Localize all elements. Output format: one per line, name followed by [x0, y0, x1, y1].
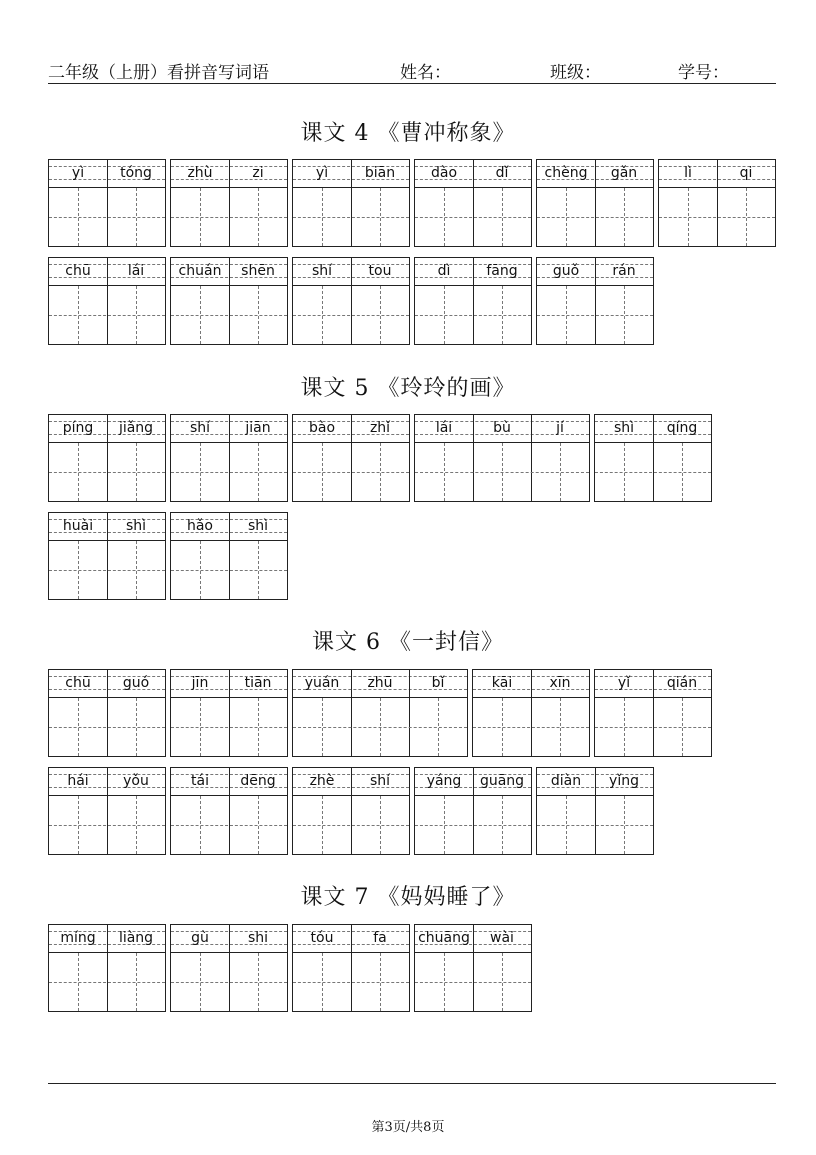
pinyin-syllable: wài	[490, 930, 514, 946]
lesson-title: 课文 5 《玲玲的画》	[300, 376, 516, 401]
word-box[interactable]	[414, 414, 590, 502]
pinyin-syllable: gǎn	[610, 165, 638, 181]
word-box[interactable]	[170, 767, 288, 855]
pinyin-syllable: zhè	[309, 773, 335, 789]
pinyin-syllable: zhǐ	[369, 420, 391, 436]
word-row	[48, 512, 778, 600]
pinyin-syllable: zi	[252, 165, 264, 181]
page-header	[48, 54, 776, 84]
pinyin-syllable: shì	[247, 518, 269, 534]
name-label: 姓名：	[400, 63, 451, 83]
pinyin-syllable: bù	[493, 420, 511, 436]
pinyin-syllable: tóu	[310, 930, 334, 946]
cell-middle-guide	[49, 982, 165, 983]
pinyin-syllable: jí	[556, 420, 564, 436]
lesson-title: 课文 6 《一封信》	[312, 630, 504, 655]
cell-middle-guide	[171, 982, 287, 983]
word-box[interactable]	[170, 924, 288, 1012]
pinyin-syllable: jiǎng	[118, 420, 154, 436]
pinyin-syllable: chèng	[544, 165, 588, 181]
word-box[interactable]	[594, 669, 712, 757]
word-box[interactable]	[414, 257, 532, 345]
cell-middle-guide	[171, 472, 287, 473]
pinyin-syllable: xīn	[549, 675, 571, 691]
cell-middle-guide	[293, 315, 409, 316]
cell-middle-guide	[415, 217, 531, 218]
word-box[interactable]	[536, 767, 654, 855]
pinyin-syllable: shi	[247, 930, 269, 946]
cell-middle-guide	[171, 825, 287, 826]
cell-middle-guide	[537, 217, 653, 218]
pinyin-syllable: hǎo	[186, 518, 214, 534]
pinyin-syllable: bào	[308, 420, 336, 436]
pinyin-syllable: shí	[369, 773, 391, 789]
pinyin-syllable: qíng	[666, 420, 698, 436]
cell-middle-guide	[171, 727, 287, 728]
pinyin-syllable: qi	[739, 165, 753, 181]
word-box[interactable]	[292, 414, 410, 502]
pinyin-syllable: chuāng	[418, 930, 470, 946]
page-number: 第3页/共8页	[371, 1120, 445, 1135]
cell-middle-guide	[293, 217, 409, 218]
pinyin-syllable: píng	[62, 420, 94, 436]
pinyin-syllable: zhū	[367, 675, 393, 691]
pinyin-syllable: yì	[71, 165, 85, 181]
pinyin-syllable: hái	[67, 773, 89, 789]
pinyin-syllable: diàn	[550, 773, 582, 789]
word-box[interactable]	[170, 512, 288, 600]
pinyin-syllable: liàng	[118, 930, 154, 946]
word-box[interactable]	[292, 257, 410, 345]
word-box[interactable]	[658, 159, 776, 247]
word-box[interactable]	[48, 512, 166, 600]
cell-middle-guide	[171, 570, 287, 571]
pinyin-syllable: tou	[368, 263, 392, 279]
cell-middle-guide	[49, 825, 165, 826]
cell-middle-guide	[415, 825, 531, 826]
pinyin-syllable: shí	[311, 263, 333, 279]
pinyin-syllable: chuán	[178, 263, 222, 279]
word-row	[48, 257, 778, 345]
pinyin-syllable: shì	[125, 518, 147, 534]
word-box[interactable]	[48, 767, 166, 855]
cell-middle-guide	[415, 315, 531, 316]
pinyin-syllable: yǐng	[609, 773, 639, 789]
word-row	[48, 924, 778, 1012]
word-row	[48, 159, 778, 247]
cell-middle-guide	[415, 472, 589, 473]
cell-middle-guide	[49, 727, 165, 728]
word-box[interactable]	[292, 159, 410, 247]
word-box[interactable]	[414, 767, 532, 855]
pinyin-syllable: chū	[65, 675, 91, 691]
cell-middle-guide	[49, 315, 165, 316]
pinyin-syllable: yáng	[426, 773, 462, 789]
cell-middle-guide	[537, 825, 653, 826]
cell-middle-guide	[171, 217, 287, 218]
word-box[interactable]	[472, 669, 590, 757]
word-box[interactable]	[170, 159, 288, 247]
cell-middle-guide	[171, 315, 287, 316]
cell-middle-guide	[659, 217, 775, 218]
cell-middle-guide	[293, 727, 467, 728]
pinyin-syllable: yì	[315, 165, 329, 181]
pinyin-syllable: tóng	[120, 165, 152, 181]
word-box[interactable]	[48, 414, 166, 502]
pinyin-syllable: kāi	[491, 675, 513, 691]
pinyin-syllable: shēn	[241, 263, 275, 279]
word-box[interactable]	[170, 414, 288, 502]
student-id-label: 学号：	[678, 63, 729, 83]
pinyin-syllable: lì	[684, 165, 692, 181]
pinyin-syllable: fa	[373, 930, 387, 946]
word-box[interactable]	[170, 669, 288, 757]
pinyin-syllable: lái	[127, 263, 145, 279]
pinyin-syllable: tái	[191, 773, 209, 789]
lesson-title: 课文 7 《妈妈睡了》	[300, 885, 516, 910]
cell-middle-guide	[293, 472, 409, 473]
pinyin-syllable: tiān	[244, 675, 272, 691]
pinyin-syllable: dǐ	[495, 165, 509, 181]
word-box[interactable]	[414, 924, 532, 1012]
word-box[interactable]	[48, 159, 166, 247]
pinyin-syllable: guó	[122, 675, 150, 691]
pinyin-syllable: qián	[666, 675, 698, 691]
cell-middle-guide	[293, 825, 409, 826]
pinyin-syllable: rán	[612, 263, 636, 279]
pinyin-syllable: shí	[189, 420, 211, 436]
cell-middle-guide	[49, 217, 165, 218]
pinyin-syllable: zhù	[187, 165, 213, 181]
pinyin-syllable: guāng	[479, 773, 525, 789]
footer-divider	[48, 1083, 776, 1084]
pinyin-syllable: fāng	[486, 263, 518, 279]
pinyin-syllable: guǒ	[552, 263, 580, 279]
pinyin-syllable: míng	[60, 930, 96, 946]
pinyin-syllable: huài	[62, 518, 94, 534]
pinyin-syllable: jīn	[191, 675, 209, 691]
word-box[interactable]	[48, 924, 166, 1012]
cell-middle-guide	[473, 727, 589, 728]
pinyin-syllable: jiān	[245, 420, 271, 436]
word-row	[48, 414, 778, 502]
word-box[interactable]	[414, 159, 532, 247]
word-box[interactable]	[594, 414, 712, 502]
pinyin-syllable: biān	[364, 165, 396, 181]
cell-middle-guide	[49, 472, 165, 473]
class-label: 班级：	[550, 63, 601, 83]
word-box[interactable]	[170, 257, 288, 345]
lesson-title: 课文 4 《曹冲称象》	[300, 121, 516, 146]
word-row	[48, 669, 778, 757]
pinyin-syllable: yuán	[304, 675, 340, 691]
pinyin-syllable: gù	[191, 930, 209, 946]
cell-middle-guide	[537, 315, 653, 316]
word-box[interactable]	[292, 924, 410, 1012]
pinyin-syllable: dēng	[240, 773, 276, 789]
word-box[interactable]	[292, 669, 468, 757]
pinyin-syllable: dào	[430, 165, 458, 181]
cell-middle-guide	[415, 982, 531, 983]
word-row	[48, 767, 778, 855]
cell-middle-guide	[49, 570, 165, 571]
word-box[interactable]	[536, 257, 654, 345]
cell-middle-guide	[595, 727, 711, 728]
word-box[interactable]	[292, 767, 410, 855]
word-box[interactable]	[48, 257, 166, 345]
pinyin-syllable: lái	[435, 420, 453, 436]
cell-middle-guide	[595, 472, 711, 473]
pinyin-syllable: dì	[437, 263, 451, 279]
pinyin-syllable: bǐ	[431, 675, 445, 691]
word-box[interactable]	[536, 159, 654, 247]
word-box[interactable]	[48, 669, 166, 757]
pinyin-syllable: yǐ	[617, 675, 631, 691]
pinyin-syllable: shì	[613, 420, 635, 436]
cell-middle-guide	[293, 982, 409, 983]
pinyin-syllable: chū	[65, 263, 91, 279]
pinyin-syllable: yǒu	[123, 773, 149, 789]
worksheet-title: 二年级（上册）看拼音写词语	[48, 63, 269, 83]
